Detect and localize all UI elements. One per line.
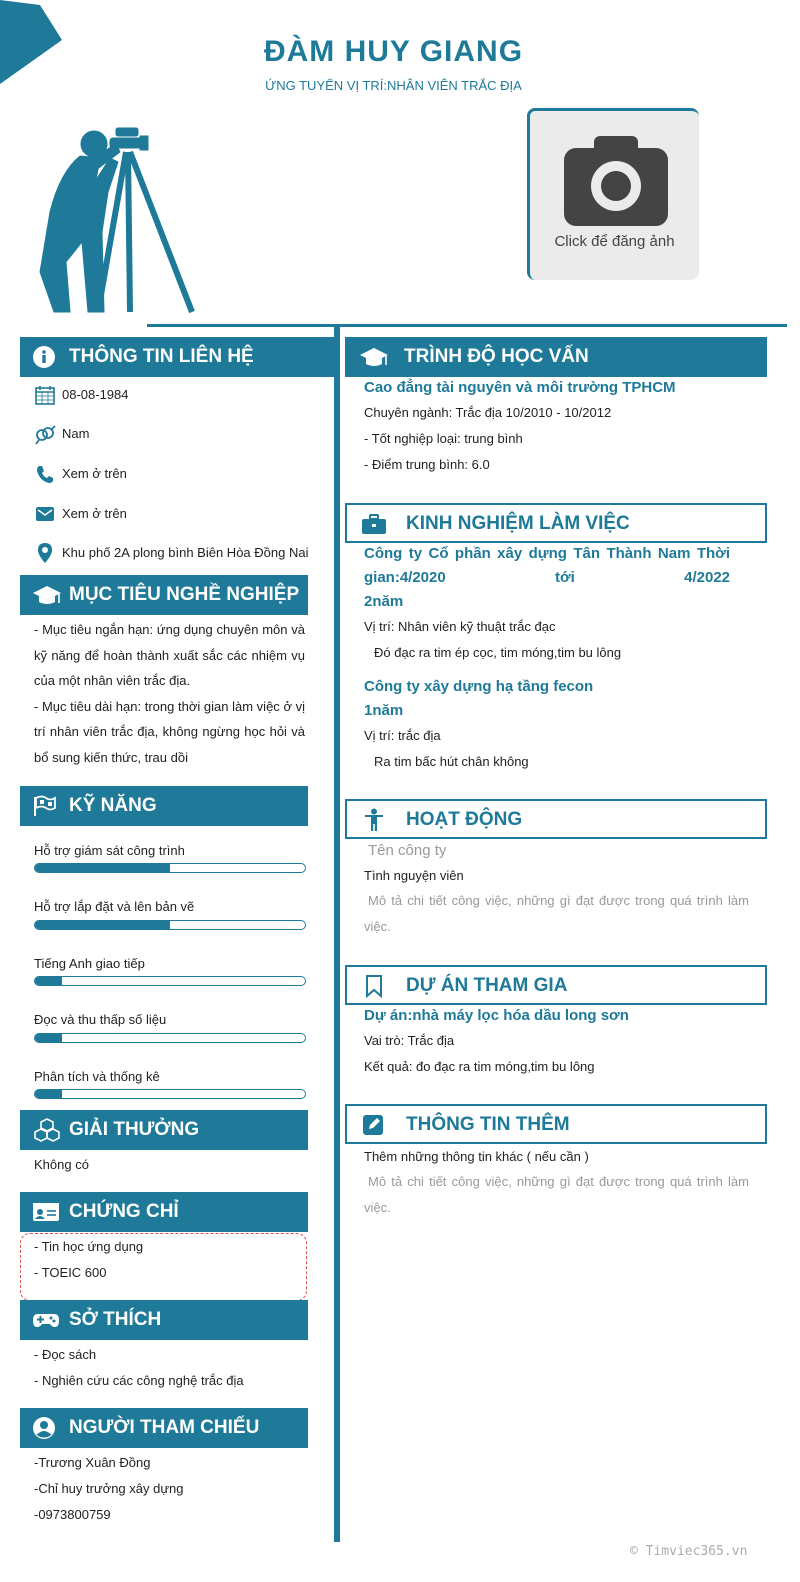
skill-label: Tiếng Anh giao tiếp (34, 956, 145, 971)
project-role: Vai trò: Trắc địa (364, 1033, 455, 1048)
id-card-icon (32, 1200, 60, 1224)
cubes-icon (32, 1118, 62, 1142)
education-section-header (345, 337, 767, 377)
header-divider (147, 324, 787, 327)
gender-item (34, 423, 334, 445)
skill-bar (34, 920, 306, 930)
address-item (34, 542, 334, 564)
person-icon (361, 808, 387, 832)
job-description: Đó đạc ra tim ép cọc, tim móng,tim bu lông (374, 645, 622, 660)
skill-bar (34, 1089, 306, 1099)
skill-bar-fill (35, 1090, 62, 1098)
calendar-icon (34, 384, 56, 406)
edit-icon (361, 1113, 387, 1137)
birthday-item (34, 384, 334, 406)
hobbies-title: SỞ THÍCH (69, 1309, 162, 1330)
email-item (34, 503, 334, 525)
job-duration: 1năm (364, 702, 404, 719)
job-role: Vị trí: Nhân viên kỹ thuật trắc đạc (364, 619, 556, 634)
flag-icon (32, 794, 56, 818)
hobbies-section-header (20, 1300, 308, 1340)
reference-item: -Trương Xuân Đồng (34, 1455, 151, 1470)
objective-title: MỤC TIÊU NGHỀ NGHIỆP (69, 584, 300, 605)
projects-title: DỰ ÁN THAM GIA (406, 975, 568, 996)
reference-item: -Chỉ huy trưởng xây dựng (34, 1481, 184, 1496)
contact-section-header (20, 337, 334, 377)
skills-section-header (20, 786, 308, 826)
projects-section-header (345, 965, 767, 1005)
activities-section-header (345, 799, 767, 839)
skill-bar-fill (35, 864, 170, 872)
certificates-title: CHỨNG CHỈ (69, 1201, 179, 1222)
awards-section-header (20, 1110, 308, 1150)
skill-label: Phân tích và thống kê (34, 1069, 160, 1084)
photo-upload-label: Click để đăng ảnh (554, 233, 675, 250)
education-title: TRÌNH ĐỘ HỌC VẤN (404, 346, 589, 367)
skill-label: Hỗ trợ lắp đặt và lên bản vẽ (34, 899, 195, 914)
skill-bar-fill (35, 1034, 62, 1042)
skill-bar (34, 863, 306, 873)
timeline-divider (334, 327, 340, 1542)
bookmark-icon (361, 974, 387, 998)
info-icon (32, 345, 56, 369)
awards-content: Không có (34, 1157, 89, 1172)
briefcase-icon (361, 512, 387, 536)
certificate-item: - TOEIC 600 (34, 1265, 107, 1280)
phone-item (34, 463, 334, 485)
experience-title: KINH NGHIỆM LÀM VIỆC (406, 513, 630, 534)
skill-label: Hỗ trợ giám sát công trình (34, 843, 185, 858)
camera-icon (564, 136, 668, 226)
skill-bar-fill (35, 977, 62, 985)
experience-section-header (345, 503, 767, 543)
project-result: Kết quả: đo đạc ra tim móng,tim bu lông (364, 1059, 595, 1074)
references-title: NGƯỜI THAM CHIẾU (69, 1417, 260, 1438)
gamepad-icon (32, 1308, 60, 1332)
more-info-description-placeholder: Mô tả chi tiết công việc, những gì đạt được trong quá trình làm việc. (364, 1174, 749, 1215)
reference-item: -0973800759 (34, 1507, 111, 1522)
activity-role: Tình nguyện viên (364, 868, 464, 883)
applied-position: ỨNG TUYỂN VỊ TRÍ:NHÂN VIÊN TRẮC ĐỊA (265, 78, 522, 93)
address-value: Khu phố 2A plong bình Biên Hòa Đồng Nai (62, 545, 309, 560)
surveyor-illustration (30, 122, 200, 318)
activity-organization-placeholder: Tên công ty (368, 842, 447, 859)
more-info-content: Thêm những thông tin khác ( nếu cần ) (364, 1149, 589, 1164)
footer-watermark: © Timviec365.vn (630, 1544, 748, 1559)
phone-icon (34, 463, 56, 485)
skill-label: Đọc và thu thấp số liệu (34, 1012, 167, 1027)
contact-title: THÔNG TIN LIÊN HỆ (69, 346, 254, 367)
education-grade: - Tốt nghiệp loại: trung bình (364, 431, 523, 446)
references-section-header (20, 1408, 308, 1448)
phone-value: Xem ở trên (62, 466, 127, 481)
skills-title: KỸ NĂNG (69, 795, 157, 816)
email-value: Xem ở trên (62, 506, 127, 521)
awards-title: GIẢI THƯỞNG (69, 1119, 200, 1140)
candidate-name: ĐÀM HUY GIANG (263, 35, 524, 68)
objective-long-term: - Mục tiêu dài hạn: trong thời gian làm việc ở vị trí nhân viên trắc địa, không ngừng học hỏi và bổ sung kiến thức, trau dồi (34, 698, 305, 765)
activity-description-placeholder: Mô tả chi tiết công việc, những gì đạt được trong quá trình làm việc. (364, 893, 749, 934)
user-circle-icon (32, 1416, 56, 1440)
objective-section-header (20, 575, 308, 615)
objective-short-term: - Mục tiêu ngắn hạn: ứng dụng chuyên môn và kỹ năng để hoàn thành xuất sắc các nhiệm vụ của một nhân viên trắc địa. (34, 622, 305, 688)
gender-icon (34, 423, 56, 445)
education-major: Chuyên ngành: Trắc địa 10/2010 - 10/2012 (364, 405, 612, 420)
job-duration: 2năm (364, 593, 404, 610)
skill-bar (34, 1033, 306, 1043)
certificates-section-header (20, 1192, 308, 1232)
objective-text (34, 617, 305, 770)
more-info-title: THÔNG TIN THÊM (406, 1114, 570, 1135)
certificate-item: - Tin học ứng dụng (34, 1239, 144, 1254)
location-pin-icon (34, 542, 56, 564)
job-company: Công ty Cổ phần xây dựng Tân Thành Nam Thời gian:4/2020 tới 4/2022 (364, 545, 730, 586)
education-gpa: - Điểm trung bình: 6.0 (364, 457, 490, 472)
job-description: Ra tim bấc hút chân không (374, 754, 529, 769)
skill-bar (34, 976, 306, 986)
project-name: Dự án:nhà máy lọc hóa dầu long sơn (364, 1007, 629, 1024)
email-icon (34, 503, 56, 525)
graduation-cap-icon (359, 345, 389, 369)
skill-bar-fill (35, 921, 170, 929)
gender-value: Nam (62, 426, 90, 441)
graduation-cap-icon (32, 583, 62, 607)
activities-title: HOẠT ĐỘNG (406, 809, 523, 830)
education-school: Cao đẳng tài nguyên và môi trường TPHCM (364, 379, 676, 396)
job-role: Vị trí: trắc địa (364, 728, 441, 743)
job-company: Công ty xây dựng hạ tầng fecon (364, 678, 594, 695)
more-info-section-header (345, 1104, 767, 1144)
birthday-value: 08-08-1984 (62, 387, 129, 402)
photo-upload-area[interactable] (527, 108, 699, 280)
hobby-item: - Nghiên cứu các công nghệ trắc địa (34, 1373, 244, 1388)
hobby-item: - Đọc sách (34, 1347, 97, 1362)
